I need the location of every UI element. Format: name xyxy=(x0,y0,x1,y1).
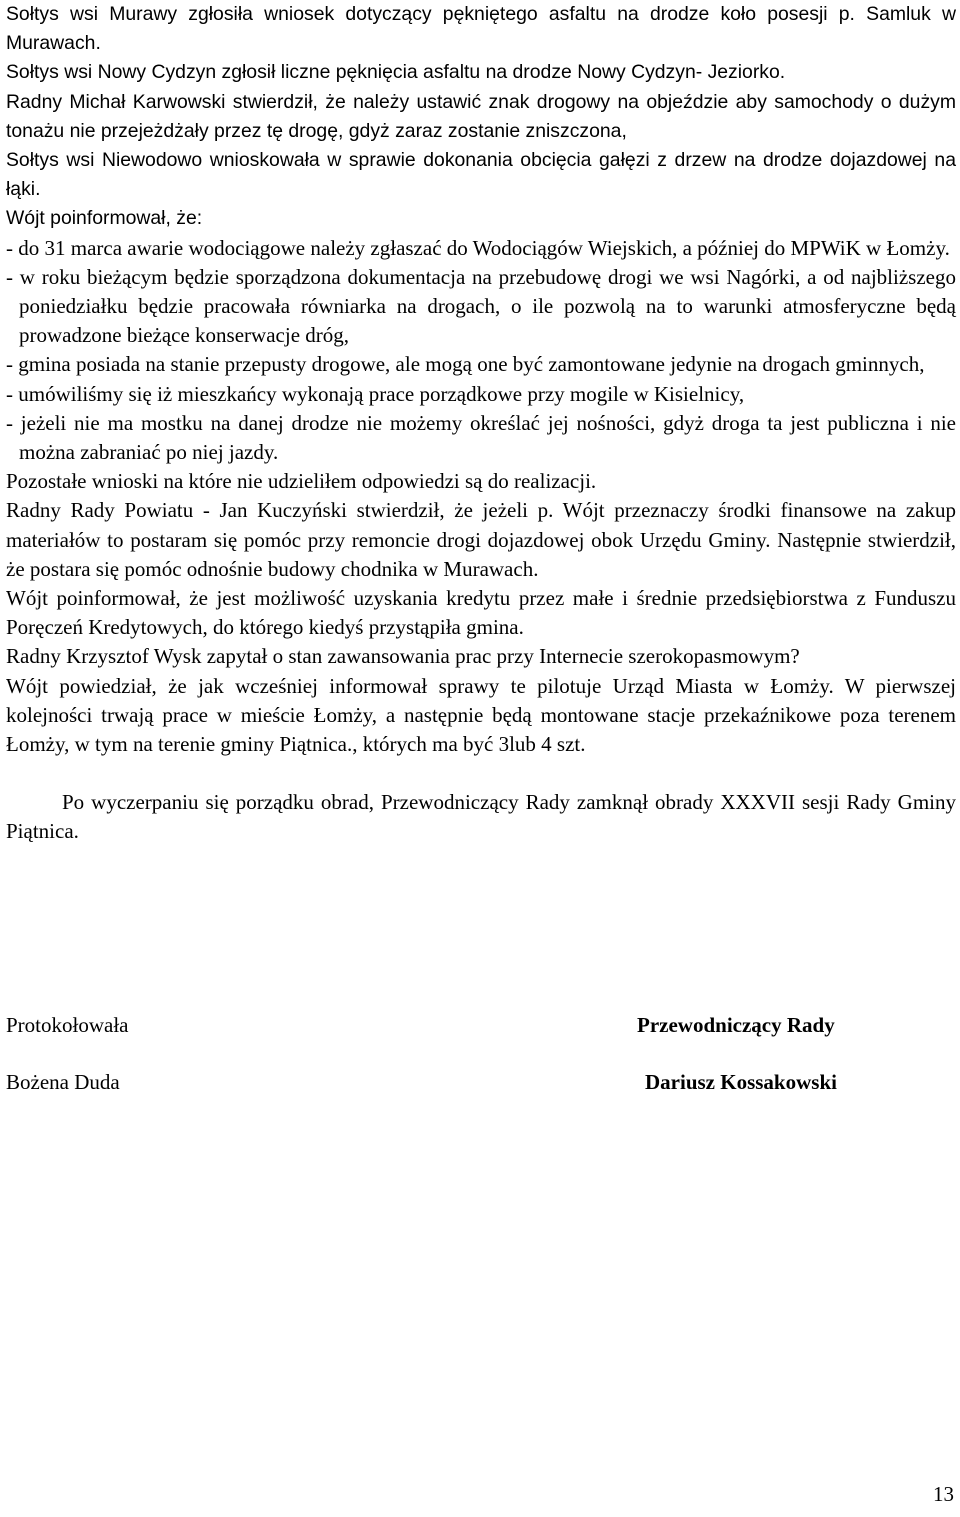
recorder-name: Bożena Duda xyxy=(6,1070,120,1094)
list-item: - w roku bieżącym będzie sporządzona dokumentacja na przebudowę drogi we wsi Nagórki, a od najbliższego poniedziałku będzie pracowała równiarka na drogach, o ile pozwolą na to warunki atmosferyczne będą prowadzone bieżące konserwacje dróg, xyxy=(6,264,956,348)
paragraph-wysk-question: Radny Krzysztof Wysk zapytał o stan zawansowania prac przy Internecie szerokopasmowym? xyxy=(6,644,800,669)
list-item: - umówiliśmy się iż mieszkańcy wykonają prace porządkowe przy mogile w Kisielnicy, xyxy=(6,381,745,406)
paragraph-kuczynski-statement: Radny Rady Powiatu - Jan Kuczyński stwierdził, że jeżeli p. Wójt przeznaczy środki finansowe na zakup materiałów to postaram się pomóc przy remoncie drogi dojazdowej obok Urzędu Gminy. Następnie stwierdził, że postara się pomóc odnośnie budowy chodnika w Murawach. xyxy=(6,498,956,581)
paragraph-remaining-requests: Pozostałe wnioski na które nie udzieliłem odpowiedzi są do realizacji. xyxy=(6,469,597,494)
paragraph-nowy-cydzyn-request: Sołtys wsi Nowy Cydzyn zgłosił liczne pęknięcia asfaltu na drodze Nowy Cydzyn- Jeziorko. xyxy=(6,61,786,84)
paragraph-credit-information: Wójt poinformował, że jest możliwość uzyskania kredytu przez małe i średnie przedsiębiorstwa z Funduszu Poręczeń Kredytowych, do którego kiedyś przystąpiła gmina. xyxy=(6,586,956,640)
list-item: - gmina posiada na stanie przepusty drogowe, ale mogą one być zamontowane jedynie na drogach gminnych, xyxy=(6,352,925,377)
document-page xyxy=(6,0,956,847)
page-number: 13 xyxy=(933,1482,954,1506)
requests-section xyxy=(6,0,956,234)
list-item: - jeżeli nie ma mostku na danej drodze nie możemy określać jej nośności, gdyż droga ta jest publiczna i nie można zabraniać po niej jazdy. xyxy=(6,410,956,465)
discussion-section xyxy=(6,467,956,759)
chairman-role: Przewodniczący Rady xyxy=(637,1013,835,1037)
paragraph-murawy-request: Sołtys wsi Murawy zgłosiła wniosek dotyczący pękniętego asfaltu na drodze koło posesji p. Samluk w Murawach. xyxy=(6,3,956,55)
paragraph-wojt-intro: Wójt poinformował, że: xyxy=(6,207,203,230)
closing-statement: Po wyczerpaniu się porządku obrad, Przewodniczący Rady zamknął obrady XXXVII sesji Rady Gminy Piątnica. xyxy=(6,790,956,844)
signature-block xyxy=(6,1011,956,1101)
chairman-name: Dariusz Kossakowski xyxy=(645,1070,837,1094)
paragraph-niewodowo-request: Sołtys wsi Niewodowo wnioskowała w sprawie dokonania obcięcia gałęzi z drzew na drodze dojazdowej na łąki. xyxy=(6,149,956,201)
recorder-role: Protokołowała xyxy=(6,1013,129,1037)
wojt-information-list xyxy=(6,234,956,468)
paragraph-internet-answer: Wójt powiedział, że jak wcześniej informował sprawy te pilotuje Urząd Miasta w Łomży. W pierwszej kolejności trwają prace w mieście Łomży, a następnie będą montowane stacje przekaźnikowe poza terenem Łomży, w tym na terenie gminy Piątnica., których ma być 3lub 4 szt. xyxy=(6,673,956,757)
list-item: - do 31 marca awarie wodociągowe należy zgłaszać do Wodociągów Wiejskich, a później do MPWiK w Łomży. xyxy=(6,235,950,260)
paragraph-karwowski-statement: Radny Michał Karwowski stwierdził, że należy ustawić znak drogowy na objeździe aby samochody o dużym tonażu nie przejeżdżały przez tę drogę, gdyż zaraz zostanie zniszczona, xyxy=(6,90,956,142)
